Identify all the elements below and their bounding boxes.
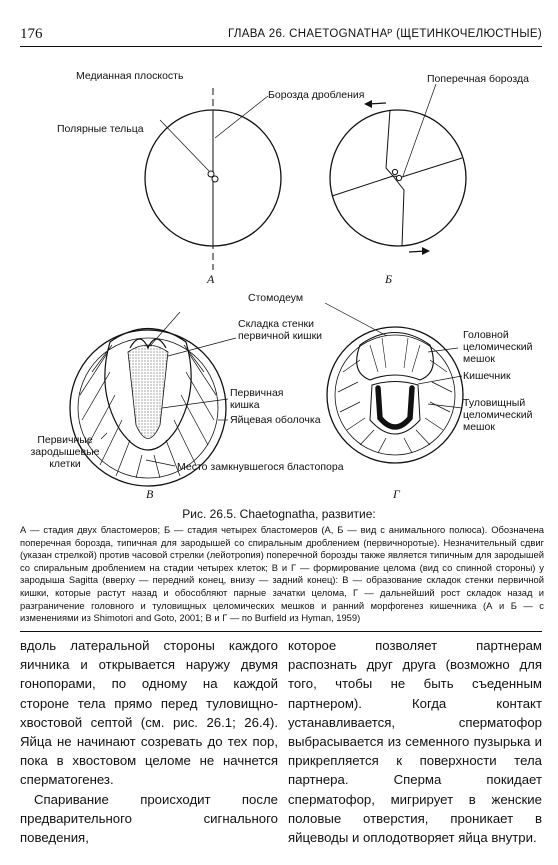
- page-number: 176: [20, 26, 43, 42]
- label-head-coelom-3: мешок: [463, 353, 495, 365]
- panel-b-four-blastomeres: [330, 84, 466, 255]
- label-head-coelom-2: целомический: [463, 341, 533, 353]
- label-trunk-coelom-2: целомический: [463, 409, 533, 421]
- label-fold-line2: первичной кишки: [238, 330, 323, 342]
- label-blastopore: Место замкнувшегося бластопора: [177, 461, 344, 473]
- label-germ-cells-3: клетки: [49, 458, 81, 470]
- paragraph: вдоль латеральной стороны каждого яичника и открывается наружу двумя гонопорами, по одному на каждой стороне тела прямо перед туловищно-хвостовой септой (см. рис. 26.1; 26.4). Яйца не начинают созревать до тех пор, пока в хвостовом целоме не начнется сперматогенез.: [20, 638, 278, 788]
- panel-a-two-blastomeres: [145, 88, 281, 270]
- label-stomodeum: Стомодеум: [248, 292, 304, 304]
- panel-letter-b: Б: [385, 272, 393, 286]
- panel-letter-v: В: [146, 487, 154, 501]
- label-trunk-coelom-3: мешок: [463, 421, 495, 433]
- label-germ-cells-1: Первичные: [37, 434, 93, 446]
- label-head-coelom-1: Головной: [463, 329, 509, 341]
- label-fold-line1: Складка стенки: [238, 318, 315, 330]
- text-column-left: [20, 636, 278, 847]
- divider: [20, 631, 542, 632]
- panel-letter-a: А: [207, 272, 215, 286]
- text-column-right: [288, 636, 542, 847]
- label-transverse-furrow: Поперечная борозда: [427, 73, 529, 85]
- panel-g-coelom-sacs: [325, 303, 463, 463]
- label-trunk-coelom-1: Туловищный: [463, 397, 526, 409]
- figure-legend: А — стадия двух бластомеров; Б — стадия четырех бластомеров (А, Б — вид с анимального полюса). Обозначена поперечная борозда, типичная для зародышей со спиральным дроблением (первичноротые). Незначительный сдвиг (указан стрелкой) против часовой стрелки (лейотропия) поперечной борозды также является типичным для зародышей со спиральным дроблением на стадии четырех клеток; В и Г — формирование целома (вид со спинной стороны) у зародыша Sagitta (вверху — передний конец, внизу — задний конец): В — образование складок стенки первичной кишки, которые растут назад и обособляют парные зачатки целома, Г — дальнейший рост складок назад и разграничение головного и туловищных целомических мешков и ранний морфогенез кишечника (А и Б — с изменениями из Shimotori and Goto, 2001; В и Г — по Burfield из Hyman, 1959): [20, 524, 544, 624]
- label-median-plane: Медианная плоскость: [76, 70, 184, 82]
- label-germ-cells-2: зародышевые: [30, 446, 100, 458]
- paragraph: которое позволяет партнерам распознать друг друга (возможно для того, чтобы не быть съеденным партнером). Когда контакт устанавливается, сперматофор выбрасывается из семенного пузырька и прикрепляется к поверхности тела партнера. Сперма покидает сперматофор, мигрирует в женские половые отверстия, проникает в яйцеводы и оплодотворяет яйца внутри.: [288, 638, 542, 846]
- chapter-title: ГЛАВА 26. CHAETOGNATHAᴾ (ЩЕТИНКОЧЕЛЮСТНЫЕ): [228, 28, 542, 40]
- label-intestine: Кишечник: [463, 370, 511, 382]
- paragraph: Спаривание происходит после предварительного сигнального поведения,: [20, 791, 278, 846]
- label-cleavage-furrow: Борозда дробления: [268, 89, 365, 101]
- figure-caption: Рис. 26.5. Chaetognatha, развитие:: [182, 507, 376, 521]
- label-polar-bodies: Полярные тельца: [57, 123, 144, 135]
- panel-letter-g: Г: [393, 487, 400, 501]
- label-egg-envelope: Яйцевая оболочка: [230, 414, 321, 426]
- label-primary-gut-1: Первичная: [230, 387, 284, 399]
- label-primary-gut-2: кишка: [230, 399, 260, 411]
